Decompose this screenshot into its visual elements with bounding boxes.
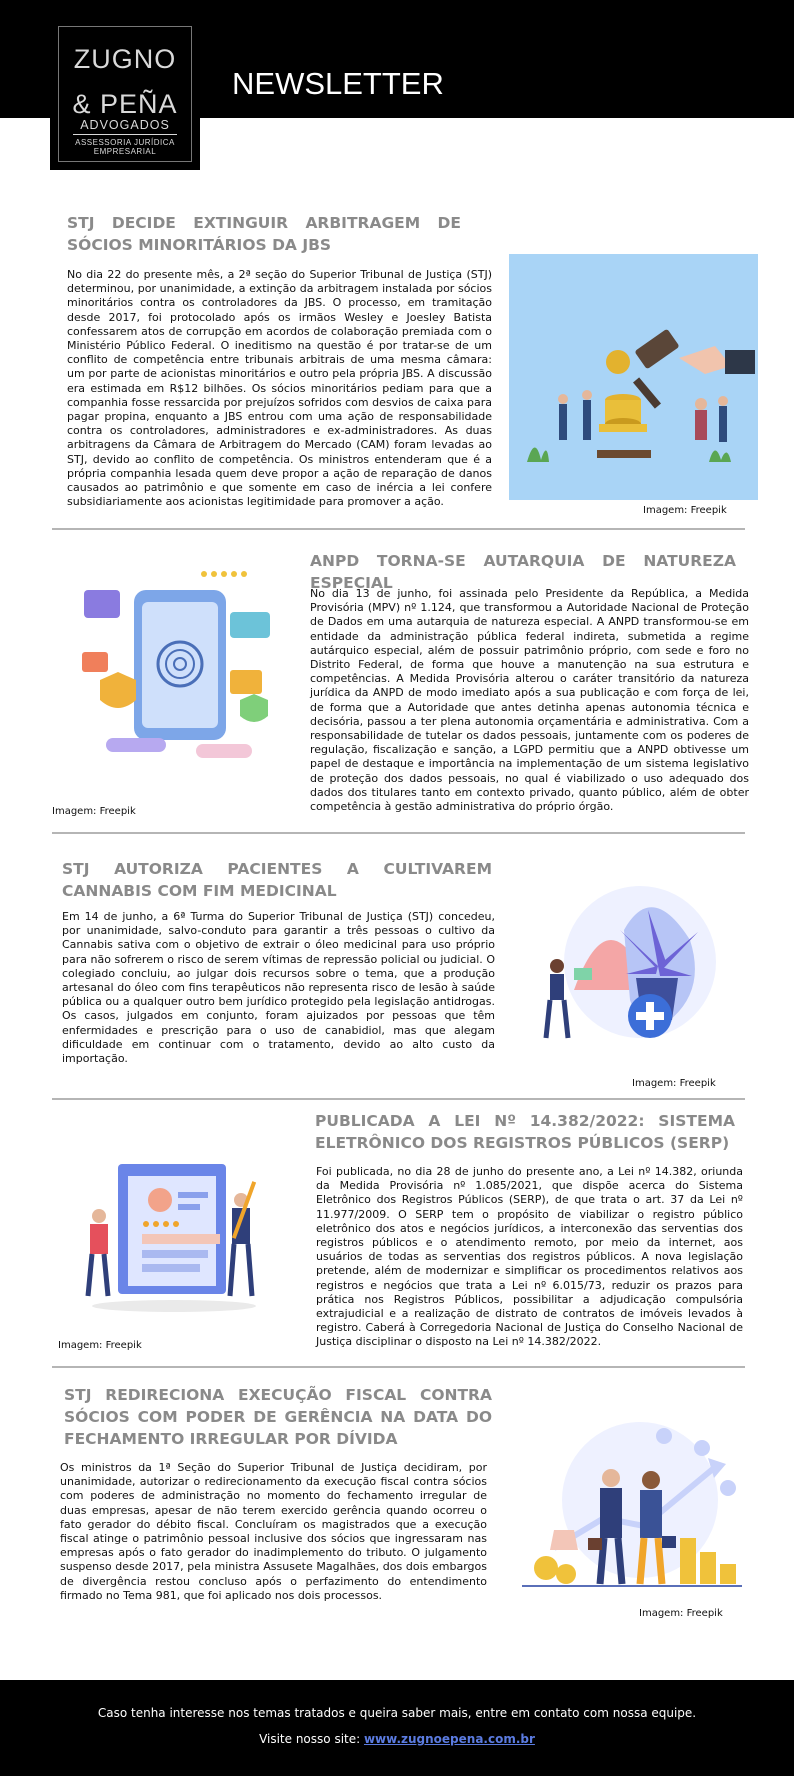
- article-2-body: No dia 13 de junho, foi assinada pelo Presidente da República, a Medida Provisória (MPV) nº 1.124, que transformou a Autoridade Nacional de Proteção de Dados em uma autarquia de natureza especial. A ANPD transformou-se em entidade da administração pública federal indireta, submetida a regime autárquico especial, além de possuir patrimônio próprio, com sede e foro no Distrito Federal, de forma que houve a manutenção na sua estrutura e competências. A Medida Provisória alterou o caráter transitório da natureza jurídica da ANPD de modo imediato após a sua publicação e com força de lei, de forma que a Autoridade que antes detinha apenas autonomia técnica e decisória, passou a ter plena autonomia orçamentária e administrativa. Com a responsabilidade de tutelar os dados pessoais, juntamente com os poderes de regulação, fiscalização e sanção, a LGPD permitiu que a ANPD obtivesse um papel de destaque e importância na implementação de um sistema legislativo de proteção dos dados pessoais, no qual é viabilizado o uso adequado dos dados dos titulares tanto em contexto privado, quanto público, além de obter competência à gestão administrativa do próprio órgão.: [310, 587, 749, 814]
- article-5-image-credit: Imagem: Freepik: [639, 1608, 723, 1619]
- footer-site-line: [0, 1732, 794, 1746]
- website-link[interactable]: www.zugnoepena.com.br: [363, 1732, 535, 1746]
- firm-logo: [50, 14, 200, 170]
- article-5-body: Os ministros da 1ª Seção do Superior Tribunal de Justiça decidiram, por unanimidade, autorizar o redirecionamento da execução fiscal contra sócios com poderes de administração no momento do fechamento irregular de duas empresas, apesar de não terem exercido gerência quando ocorreu o fato gerador do débito fiscal. Concluíram os magistrados que a execução fiscal atinge o patrimônio pessoal inclusive dos sócios que ingressaram nas empresas após o fato gerador do inadimplemento do tributo. O julgamento suspenso desde 2017, pela ministra Assusete Magalhães, dos dois embargos de divergência restou concluso após o perfazimento do entendimento firmado no Tema 981, que foi aplicado nos dois processos.: [60, 1461, 487, 1602]
- arbitration-illustration: [509, 254, 758, 500]
- article-3-image-credit: Imagem: Freepik: [632, 1078, 716, 1089]
- logo-subtitle-1: ASSESSORIA JURÍDICA: [75, 138, 175, 147]
- data-protection-illustration: [70, 560, 290, 788]
- article-1-body: No dia 22 do presente mês, a 2ª seção do Superior Tribunal de Justiça (STJ) determinou, por unanimidade, a extinção da arbitragem instalada por sócios minoritários contra os controladores da JBS. O processo, em tramitação desde 2017, foi protocolado após os irmãos Wesley e Joesley Batista confessarem atos de corrupção em acordos de colaboração premiada com o Ministério Público Federal. O ineditismo na questão é por tratar-se de um conflito de competência entre tribunais arbitrais de uma mesma câmara: um por parte de acionistas minoritários e outro pela própria JBS. A discussão era estimada em R$12 bilhões. Os sócios minoritários pediam para que a companhia fosse ressarcida por prejuízos sofridos com desvios de caixa para pagar propina, enquanto a JBS entrou com uma ação de responsabilidade contra os controladores, administradores e ex-administradores. As duas arbitragens da Câmara de Arbitragem do Mercado (CAM) foram levadas ao STJ, devido ao conflito de competência. Os ministros entenderam que é a própria companhia lesada quem deve propor a ação de reparação de danos causados ao patrimônio e que somente em caso de inércia a lei confere subsidiariamente aos acionistas legitimidade para promover a ação.: [67, 268, 492, 509]
- newsletter-title: NEWSLETTER: [232, 66, 444, 101]
- article-3-body: Em 14 de junho, a 6ª Turma do Superior Tribunal de Justiça (STJ) concedeu, por unanimidade, salvo-conduto para garantir a três pessoas o cultivo da Cannabis sativa com o objetivo de extrair o óleo medicinal para uso próprio para não sofrerem o risco de serem vítimas de repressão policial ou judicial. O colegiado concluiu, ao julgar dois recursos sobre o tema, que a produção artesanal do óleo com fins terapêuticos não representa risco de lesão à saúde pública ou a qualquer outro bem jurídico protegido pela legislação antidrogas. Os casos, julgados em conjunto, foram ajuizados por pessoas que têm enfermidades e prescrição para o uso de canabidiol, mas que alegam dificuldade em continuar com o tratamento, devido ao alto custo da importação.: [62, 910, 495, 1066]
- logo-subtitle-2: EMPRESARIAL: [93, 147, 157, 156]
- article-4-body: Foi publicada, no dia 28 de junho do presente ano, a Lei nº 14.382, oriunda da Medida Provisória nº 1.085/2021, que dispõe acerca do Sistema Eletrônico dos Registros Públicos (SERP), de que trata o art. 37 da Lei nº 11.977/2009. O SERP tem o propósito de viabilizar o registro público eletrônico dos atos e negócios jurídicos, a interconexão das serventias dos registros públicos e o atendimento remoto, por meio da internet, aos usuários de todas as serventias dos registros públicos. A nova legislação pretende, além de modernizar e simplificar os procedimentos relativos aos registros e negócios que trata a Lei nº 6.015/73, reduzir os prazos para prática nos Registros Públicos, possibilitar a adjudicação compulsória extrajudicial e a realização de distrato de contratos de imóveis levados à registro. Caberá à Corregedoria Nacional de Justiça do Conselho Nacional de Justiça disciplinar o disposto na Lei nº 14.382/2022.: [316, 1165, 743, 1349]
- logo-line-1: ZUGNO: [73, 44, 177, 74]
- footer-site-label: Visite nosso site:: [259, 1732, 364, 1746]
- article-4-title: PUBLICADA A LEI Nº 14.382/2022: SISTEMA ELETRÔNICO DOS REGISTROS PÚBLICOS (SERP): [315, 1112, 735, 1152]
- public-registry-illustration: [82, 1150, 264, 1318]
- article-4-image-credit: Imagem: Freepik: [58, 1340, 142, 1351]
- logo-line-3: ADVOGADOS: [80, 118, 170, 132]
- article-2-image-credit: Imagem: Freepik: [52, 806, 136, 817]
- article-1-image-credit: Imagem: Freepik: [643, 505, 727, 516]
- cannabis-illustration: [540, 870, 720, 1058]
- article-2-title: ANPD TORNA-SE AUTARQUIA DE NATUREZA ESPECIAL: [310, 552, 736, 592]
- footer-bar: [0, 1680, 794, 1776]
- section-divider: [52, 1366, 745, 1368]
- tax-execution-illustration: [514, 1418, 750, 1596]
- section-divider: [52, 1098, 745, 1100]
- section-divider: [52, 528, 745, 530]
- logo-line-2: & PEÑA: [72, 89, 178, 119]
- article-3-title: STJ AUTORIZA PACIENTES A CULTIVAREM CANNABIS COM FIM MEDICINAL: [62, 860, 492, 900]
- footer-contact-text: Caso tenha interesse nos temas tratados e queira saber mais, entre em contato com nossa equipe.: [97, 1706, 697, 1720]
- section-divider: [52, 832, 745, 834]
- logo-divider: [73, 134, 177, 135]
- article-1-title: STJ DECIDE EXTINGUIR ARBITRAGEM DE SÓCIOS MINORITÁRIOS DA JBS: [67, 214, 461, 254]
- article-5-title: STJ REDIRECIONA EXECUÇÃO FISCAL CONTRA SÓCIOS COM PODER DE GERÊNCIA NA DATA DO FECHAMENTO IRREGULAR POR DÍVIDA: [64, 1386, 492, 1448]
